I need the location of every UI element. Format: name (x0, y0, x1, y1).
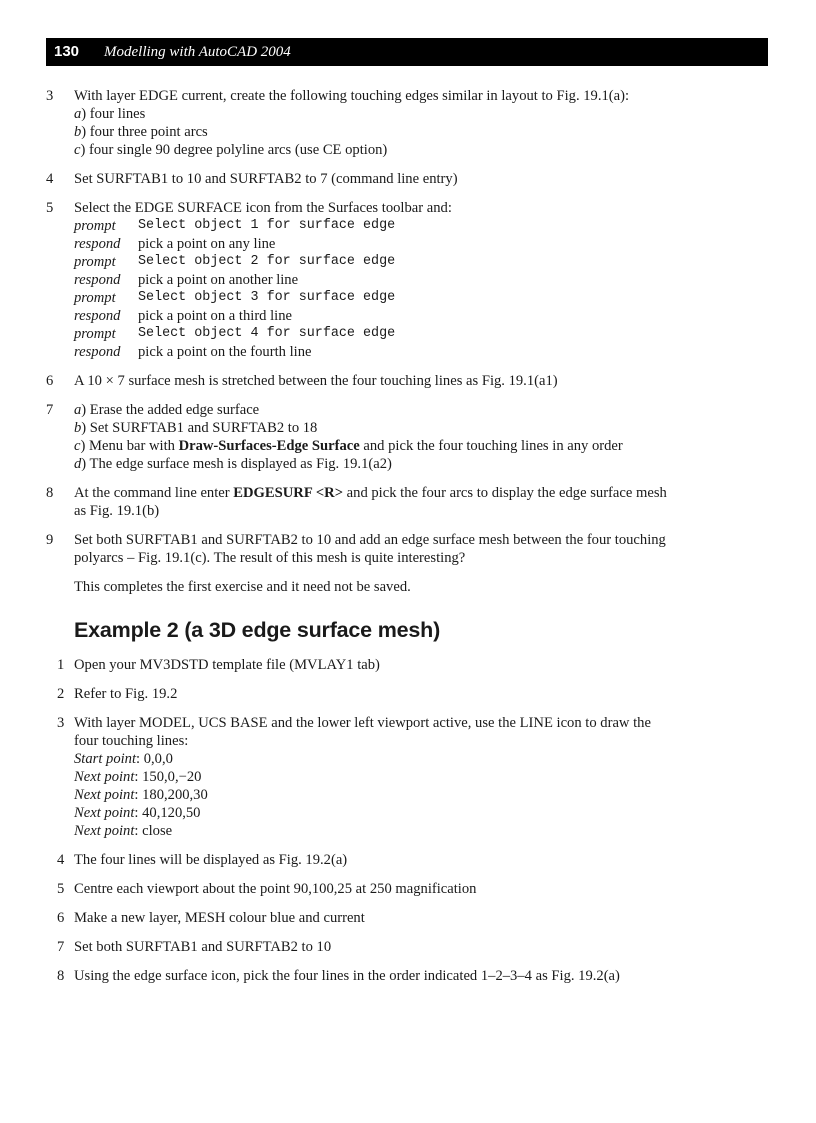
substep-marker: c (74, 142, 81, 158)
substep-text: ) The edge surface mesh is displayed as Fig. 19.1(a2) (81, 456, 392, 472)
substep-text: ) Menu bar with (80, 438, 179, 454)
prompt-label: prompt (74, 218, 116, 234)
example-step-7 (0, 938, 816, 956)
step-number: 7 (46, 402, 54, 418)
step-number: 3 (57, 715, 65, 731)
step-number: 3 (46, 88, 54, 104)
example-step-1 (0, 656, 816, 674)
example-step-4 (0, 851, 816, 869)
page-number: 130 (54, 43, 80, 60)
coord-value: : 180,200,30 (134, 787, 208, 803)
coord-value: : 40,120,50 (134, 805, 201, 821)
respond-text: pick a point on the fourth line (138, 344, 312, 360)
step-number: 5 (57, 881, 65, 897)
coord-label: Next point (74, 787, 135, 803)
example-step-6 (0, 909, 816, 927)
respond-label: respond (74, 236, 121, 252)
respond-row (74, 235, 668, 253)
step-text: A 10 × 7 surface mesh is stretched between the four touching lines as Fig. 19.1(a1) (74, 373, 558, 389)
step-text: With layer EDGE current, create the following touching edges similar in layout to Fig. 19.1(a): (74, 88, 630, 104)
step-number: 6 (46, 373, 54, 389)
step-text: Set both SURFTAB1 and SURFTAB2 to 10 (74, 939, 332, 955)
example-step-2 (0, 685, 816, 703)
closing-paragraph: This completes the first exercise and it need not be saved. (74, 579, 411, 595)
respond-text: pick a point on a third line (138, 308, 293, 324)
coord-value: : 150,0,−20 (134, 769, 202, 785)
prompt-label: prompt (74, 290, 116, 306)
substep-marker: c (74, 438, 81, 454)
step-number: 8 (57, 968, 65, 984)
step-9 (0, 531, 816, 567)
section-heading: Example 2 (a 3D edge surface mesh) (74, 618, 441, 642)
substep-marker: d (74, 456, 82, 472)
prompt-text: Select object 1 for surface edge (138, 218, 396, 233)
text-part: and pick the four arcs to display the edge surface mesh as Fig. 19.1(b) (74, 485, 667, 519)
substep-text: ) Set SURFTAB1 and SURFTAB2 to 18 (81, 420, 318, 436)
step-number: 8 (46, 485, 54, 501)
coord-row (74, 750, 668, 768)
substep-marker: b (74, 420, 82, 436)
prompt-row (74, 217, 668, 235)
substep-b (74, 419, 668, 437)
step-text: Open your MV3DSTD template file (MVLAY1 tab) (74, 657, 380, 673)
step-number: 7 (57, 939, 65, 955)
step-number: 1 (57, 657, 65, 673)
step-text: Select the EDGE SURFACE icon from the Surfaces toolbar and: (74, 200, 452, 216)
respond-text: pick a point on another line (138, 272, 299, 288)
step-text: Set both SURFTAB1 and SURFTAB2 to 10 and add an edge surface mesh between the four touching polyarcs – Fig. 19.1(c). The result of this mesh is quite interesting? (74, 532, 666, 566)
coord-row (74, 822, 668, 840)
step-number: 9 (46, 532, 54, 548)
example-step-8 (0, 967, 816, 985)
coord-value: : close (134, 823, 173, 839)
coord-label: Next point (74, 805, 135, 821)
substep-c (74, 141, 668, 159)
respond-row (74, 271, 668, 289)
substep-text: ) four lines (81, 106, 146, 122)
substep-marker: a (74, 106, 82, 122)
prompt-label: prompt (74, 254, 116, 270)
text-part: At the command line enter (74, 485, 234, 501)
step-text: With layer MODEL, UCS BASE and the lower left viewport active, use the LINE icon to draw the four touching lines: (74, 715, 651, 749)
substep-text: and pick the four touching lines in any order (359, 438, 623, 454)
substep-a (74, 105, 668, 123)
step-7 (0, 401, 816, 473)
example-step-3 (0, 714, 816, 840)
step-text: Centre each viewport about the point 90,100,25 at 250 magnification (74, 881, 477, 897)
step-number: 4 (46, 171, 54, 187)
prompt-text: Select object 4 for surface edge (138, 326, 396, 341)
substep-text: ) four single 90 degree polyline arcs (use CE option) (80, 142, 388, 158)
respond-label: respond (74, 272, 121, 288)
step-number: 2 (57, 686, 65, 702)
substep-text: ) four three point arcs (81, 124, 208, 140)
step-text: Make a new layer, MESH colour blue and current (74, 910, 365, 926)
command-name: EDGESURF <R> (233, 485, 344, 501)
page-body (0, 87, 816, 996)
step-5 (0, 199, 816, 361)
coord-label: Next point (74, 823, 135, 839)
step-8 (0, 484, 816, 520)
step-text: The four lines will be displayed as Fig. 19.2(a) (74, 852, 348, 868)
substep-c (74, 437, 668, 455)
step-text: Set SURFTAB1 to 10 and SURFTAB2 to 7 (command line entry) (74, 171, 458, 187)
step-number: 6 (57, 910, 65, 926)
coord-row (74, 768, 668, 786)
prompt-row (74, 325, 668, 343)
substep-text: ) Erase the added edge surface (81, 402, 260, 418)
menu-path: Draw-Surfaces-Edge Surface (178, 438, 360, 454)
coord-label: Start point (74, 751, 137, 767)
substep-d (74, 455, 668, 473)
coord-row (74, 804, 668, 822)
step-text (74, 484, 668, 520)
prompt-text: Select object 3 for surface edge (138, 290, 396, 305)
substep-a (74, 401, 668, 419)
respond-label: respond (74, 344, 121, 360)
substep-marker: b (74, 124, 82, 140)
step-text: Refer to Fig. 19.2 (74, 686, 178, 702)
prompt-label: prompt (74, 326, 116, 342)
step-text: Using the edge surface icon, pick the four lines in the order indicated 1–2–3–4 as Fig. 19.2(a) (74, 968, 620, 984)
respond-row (74, 307, 668, 325)
example-step-5 (0, 880, 816, 898)
prompt-text: Select object 2 for surface edge (138, 254, 396, 269)
running-title: Modelling with AutoCAD 2004 (104, 44, 291, 60)
step-6 (0, 372, 816, 390)
respond-row (74, 343, 668, 361)
prompt-row (74, 289, 668, 307)
step-number: 5 (46, 200, 54, 216)
coord-row (74, 786, 668, 804)
coord-value: : 0,0,0 (136, 751, 173, 767)
prompt-row (74, 253, 668, 271)
step-3 (0, 87, 816, 159)
running-header (46, 38, 768, 66)
respond-text: pick a point on any line (138, 236, 276, 252)
substep-marker: a (74, 402, 82, 418)
coord-label: Next point (74, 769, 135, 785)
step-4 (0, 170, 816, 188)
step-number: 4 (57, 852, 65, 868)
substep-b (74, 123, 668, 141)
respond-label: respond (74, 308, 121, 324)
